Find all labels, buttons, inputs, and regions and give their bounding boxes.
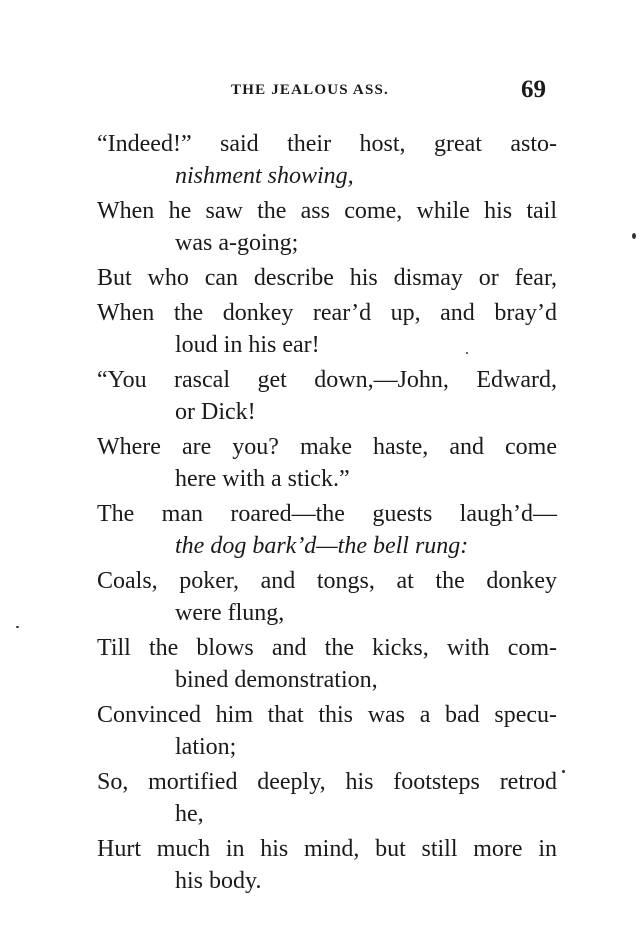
verse-line bbox=[97, 565, 557, 629]
verse-line-continuation: nishment showing, bbox=[175, 163, 354, 189]
verse-line-continuation: or Dick! bbox=[175, 399, 256, 425]
verse-line-text: When he saw the ass come, while his tail bbox=[97, 198, 557, 224]
verse-line-continuation: his body. bbox=[175, 868, 262, 894]
verse-line bbox=[97, 833, 557, 897]
verse-line-continuation: was a-going; bbox=[175, 230, 299, 256]
verse-line-continuation: bined demonstration, bbox=[175, 667, 378, 693]
verse-line-text: The man roared—the guests laugh’d— bbox=[97, 501, 557, 527]
verse-line-text: When the donkey rear’d up, and bray’d bbox=[97, 300, 557, 326]
verse-line-text: Where are you? make haste, and come bbox=[97, 434, 557, 460]
print-speck bbox=[632, 233, 636, 239]
verse-line-text: Till the blows and the kicks, with com- bbox=[97, 635, 557, 661]
verse-line bbox=[97, 297, 557, 361]
verse-line-continuation: here with a stick.” bbox=[175, 466, 350, 492]
verse-line-text: “Indeed!” said their host, great asto- bbox=[97, 131, 557, 157]
verse-line bbox=[97, 195, 557, 259]
poem-text bbox=[97, 128, 557, 900]
verse-line bbox=[97, 128, 557, 192]
verse-line-continuation: the dog bark’d—the bell rung: bbox=[175, 533, 469, 559]
verse-line bbox=[97, 632, 557, 696]
verse-line bbox=[97, 431, 557, 495]
verse-line-continuation: were flung, bbox=[175, 600, 285, 626]
verse-line-continuation: loud in his ear! bbox=[175, 332, 320, 358]
verse-line bbox=[97, 262, 557, 294]
page-number: 69 bbox=[521, 76, 546, 103]
verse-line-continuation: he, bbox=[175, 801, 204, 827]
verse-line-text: “You rascal get down,—John, Edward, bbox=[97, 367, 557, 393]
print-speck bbox=[562, 770, 565, 773]
print-speck bbox=[466, 352, 468, 354]
print-speck bbox=[16, 626, 19, 628]
verse-line-continuation: lation; bbox=[175, 734, 237, 760]
verse-line-text: Coals, poker, and tongs, at the donkey bbox=[97, 568, 557, 594]
running-head: THE JEALOUS ASS. bbox=[231, 82, 390, 98]
verse-line bbox=[97, 498, 557, 562]
verse-line bbox=[97, 699, 557, 763]
verse-line-text: Hurt much in his mind, but still more in bbox=[97, 836, 557, 862]
verse-line-text: But who can describe his dismay or fear, bbox=[97, 265, 557, 291]
verse-line-text: Convinced him that this was a bad specu- bbox=[97, 702, 557, 728]
verse-line-text: So, mortified deeply, his footsteps retrod bbox=[97, 769, 557, 795]
verse-line bbox=[97, 364, 557, 428]
verse-line bbox=[97, 766, 557, 830]
